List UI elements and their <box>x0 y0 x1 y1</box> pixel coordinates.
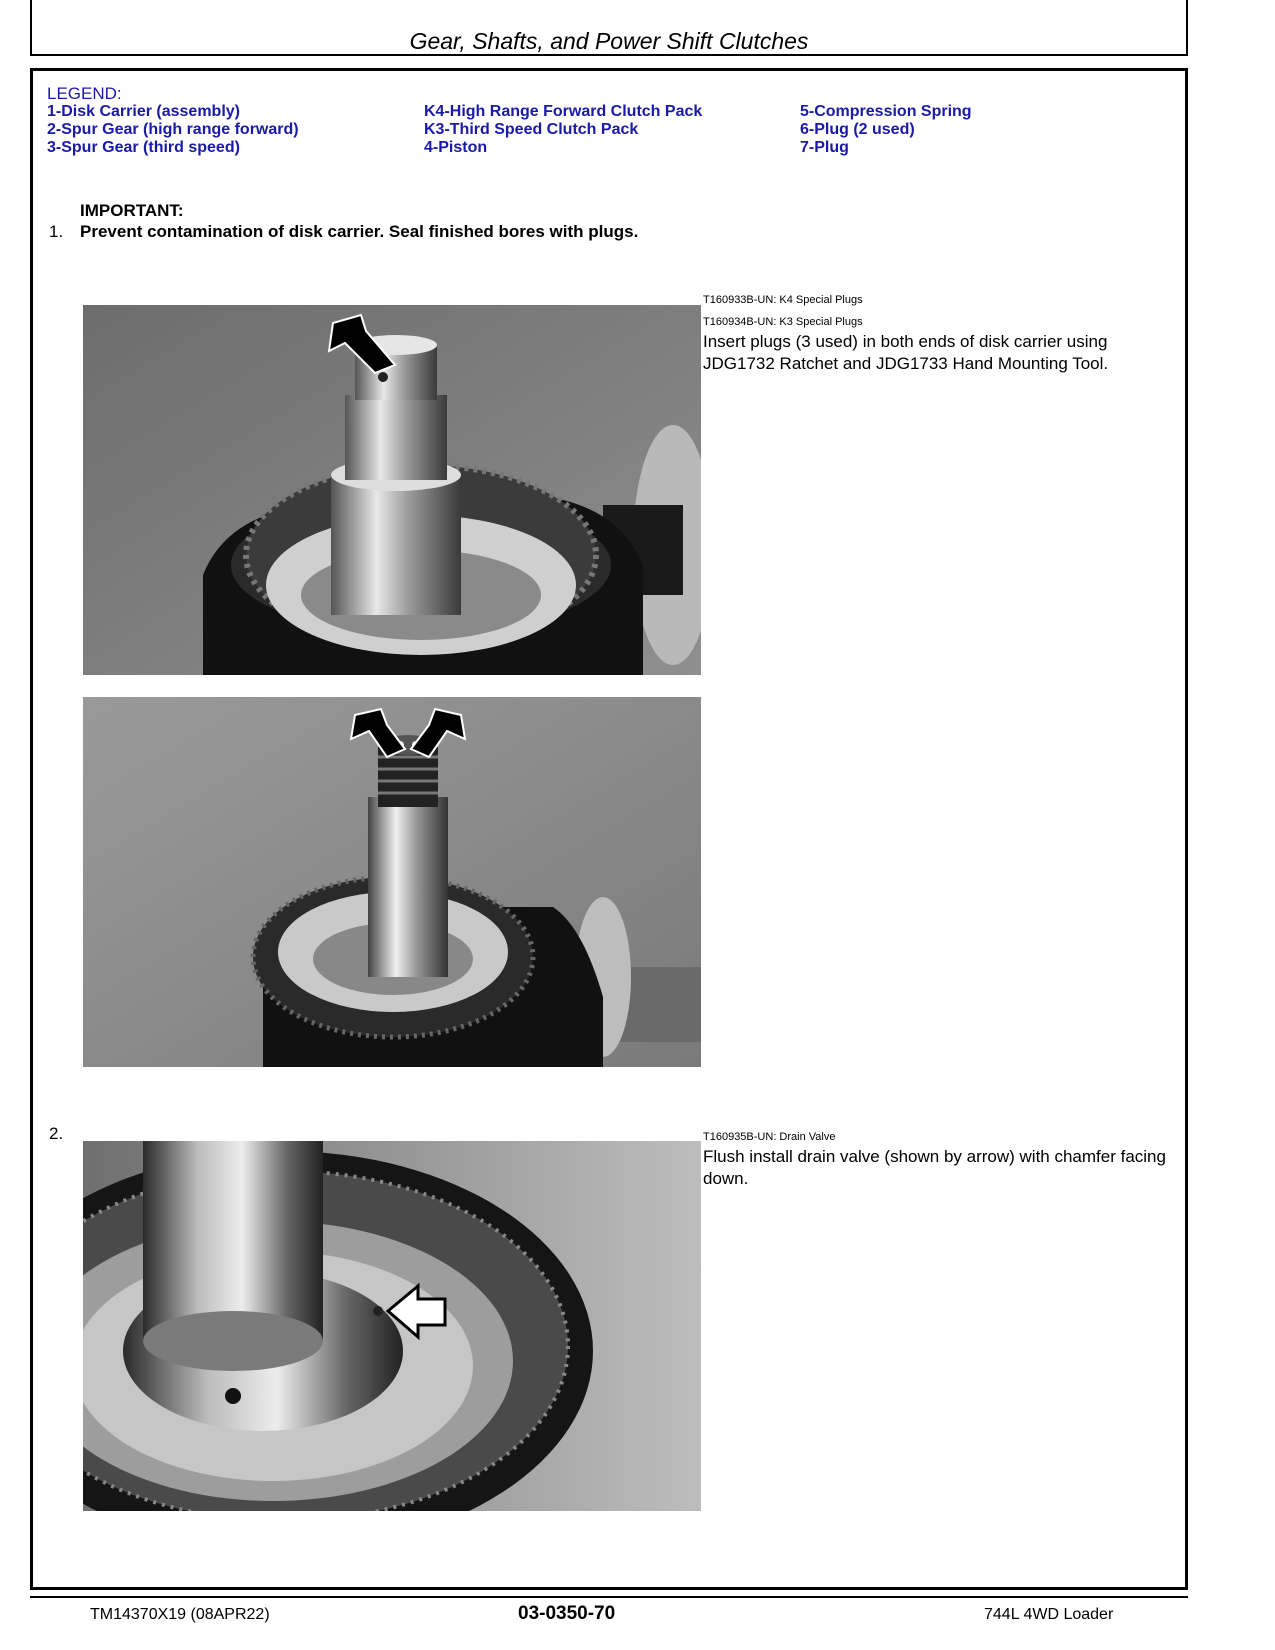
k4-plugs-photo <box>83 305 701 675</box>
page-title: Gear, Shafts, and Power Shift Clutches <box>409 28 809 54</box>
important-text: Prevent contamination of disk carrier. Seal finished bores with plugs. <box>80 222 639 241</box>
legend-heading: LEGEND: <box>47 84 122 103</box>
legend-item: 1-Disk Carrier (assembly) <box>47 103 240 120</box>
legend-item: 4-Piston <box>424 139 488 156</box>
instruction-text: Insert plugs (3 used) in both ends of disk carrier using JDG1732 Ratchet and JDG1733 Hand Mounting Tool. <box>703 332 1109 373</box>
footer-page-number: 03-0350-70 <box>518 1603 616 1624</box>
legend-item: 7-Plug <box>800 139 849 156</box>
legend-item: 6-Plug (2 used) <box>800 121 915 138</box>
legend-item: 2-Spur Gear (high range forward) <box>47 121 299 138</box>
step-number: 1. <box>49 222 64 241</box>
footer-model: 744L 4WD Loader <box>984 1606 1114 1623</box>
figure-caption: T160933B-UN: K4 Special Plugs <box>703 294 863 306</box>
figure-caption: T160935B-UN: Drain Valve <box>703 1131 836 1143</box>
k3-plugs-photo <box>83 697 701 1067</box>
legend-item: 3-Spur Gear (third speed) <box>47 139 240 156</box>
footer-doc-id: TM14370X19 (08APR22) <box>90 1606 270 1623</box>
figure-caption: T160934B-UN: K3 Special Plugs <box>703 316 863 328</box>
legend-item: K4-High Range Forward Clutch Pack <box>424 103 703 120</box>
important-heading: IMPORTANT: <box>80 201 184 220</box>
instruction-text: Flush install drain valve (shown by arrow) with chamfer facing down. <box>703 1147 1166 1188</box>
legend-item: 5-Compression Spring <box>800 103 972 120</box>
drain-valve-photo <box>83 1141 701 1511</box>
step-number: 2. <box>49 1124 64 1143</box>
legend-item: K3-Third Speed Clutch Pack <box>424 121 639 138</box>
footer-rule <box>30 1596 1188 1598</box>
